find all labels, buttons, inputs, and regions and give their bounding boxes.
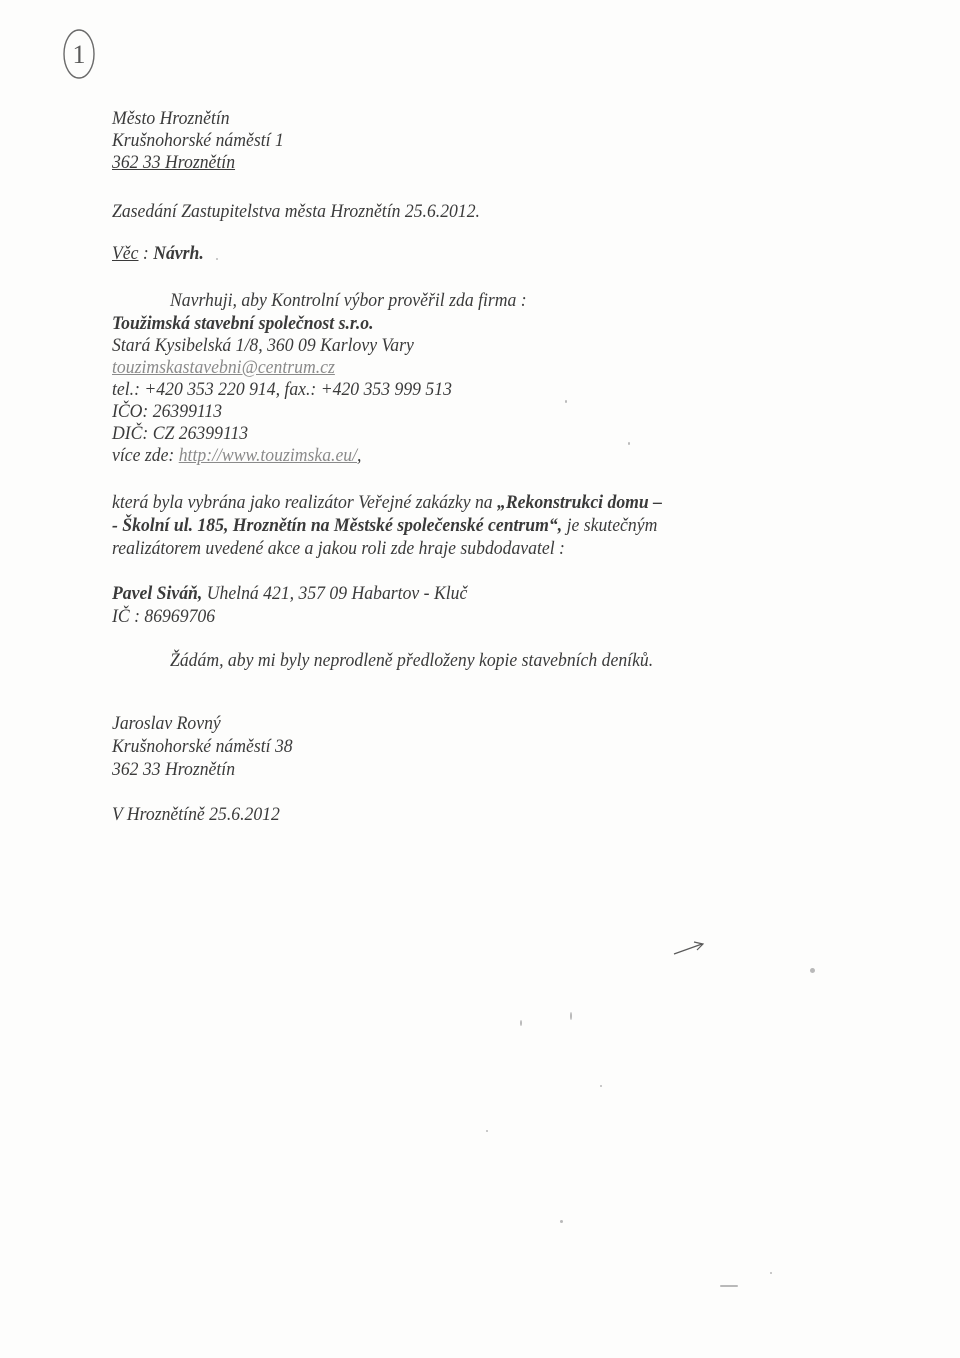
scan-speck [216, 258, 218, 260]
scan-speck [770, 1272, 772, 1274]
sender-city: 362 33 Hroznětín [112, 759, 236, 780]
company-dic: DIČ: CZ 26399113 [112, 423, 249, 444]
scan-speck [560, 1220, 563, 1223]
subcontractor-ic: IČ : 86969706 [112, 606, 216, 627]
company-web-line [112, 445, 361, 467]
subject-separator: : [138, 243, 154, 264]
meeting-line: Zasedání Zastupitelstva města Hroznětín 25.6.2012. [112, 201, 480, 222]
paragraph-line-1 [112, 492, 662, 514]
scan-speck [628, 442, 630, 445]
company-address: Stará Kysibelská 1/8, 360 09 Karlovy Vary [112, 335, 414, 356]
subject-value: Návrh. [153, 243, 204, 264]
scan-speck [565, 400, 567, 403]
paragraph-line-2-bold: - Školní ul. 185, Hroznětín na Městské společenské centrum“, [112, 515, 563, 536]
addressee-city: 362 33 Hroznětín [112, 152, 236, 173]
company-web-prefix: více zde: [112, 445, 179, 466]
scan-speck [520, 1020, 522, 1026]
company-name: Toužimská stavební společnost s.r.o. [112, 313, 374, 334]
paragraph-line-1-bold: „Rekonstrukci domu – [497, 492, 663, 513]
company-web-suffix: , [357, 445, 362, 466]
place-date: V Hroznětíně 25.6.2012 [112, 804, 280, 825]
intro-line: Navrhuji, aby Kontrolní výbor prověřil zda firma : [170, 290, 527, 311]
subcontractor-name: Pavel Siváň, [112, 583, 203, 604]
sender-street: Krušnohorské náměstí 38 [112, 736, 293, 757]
scan-speck [810, 968, 815, 973]
paragraph-line-1-text: která byla vybrána jako realizátor Veřejné zakázky na [112, 492, 498, 513]
scan-speck [720, 1285, 738, 1287]
company-phone: tel.: +420 353 220 914, fax.: +420 353 999 513 [112, 379, 452, 400]
subcontractor-address: Uhelná 421, 357 09 Habartov - Kluč [202, 583, 468, 604]
paragraph-line-2 [112, 515, 657, 537]
scan-speck [486, 1130, 488, 1132]
company-web-link[interactable]: http://www.touzimska.eu/ [178, 445, 358, 466]
addressee-street: Krušnohorské náměstí 1 [112, 130, 284, 151]
scan-speck [570, 1012, 572, 1020]
subject-line [112, 243, 204, 265]
scan-speck [600, 1085, 602, 1087]
request-line: Žádám, aby mi byly neprodleně předloženy kopie stavebních deníků. [170, 650, 654, 671]
company-ico: IČO: 26399113 [112, 401, 223, 422]
pen-mark [672, 936, 722, 958]
page-number-mark [58, 22, 102, 87]
subject-label: Věc [112, 243, 139, 264]
page-number-digit: 1 [72, 40, 86, 69]
sender-name: Jaroslav Rovný [112, 713, 221, 734]
paragraph-line-3: realizátorem uvedené akce a jakou roli zde hraje subdodavatel : [112, 538, 565, 559]
addressee-name: Město Hroznětín [112, 108, 230, 129]
subcontractor-line [112, 583, 467, 605]
paragraph-line-2-text: je skutečným [562, 515, 658, 536]
company-email-link[interactable]: touzimskastavebni@centrum.cz [112, 357, 335, 378]
